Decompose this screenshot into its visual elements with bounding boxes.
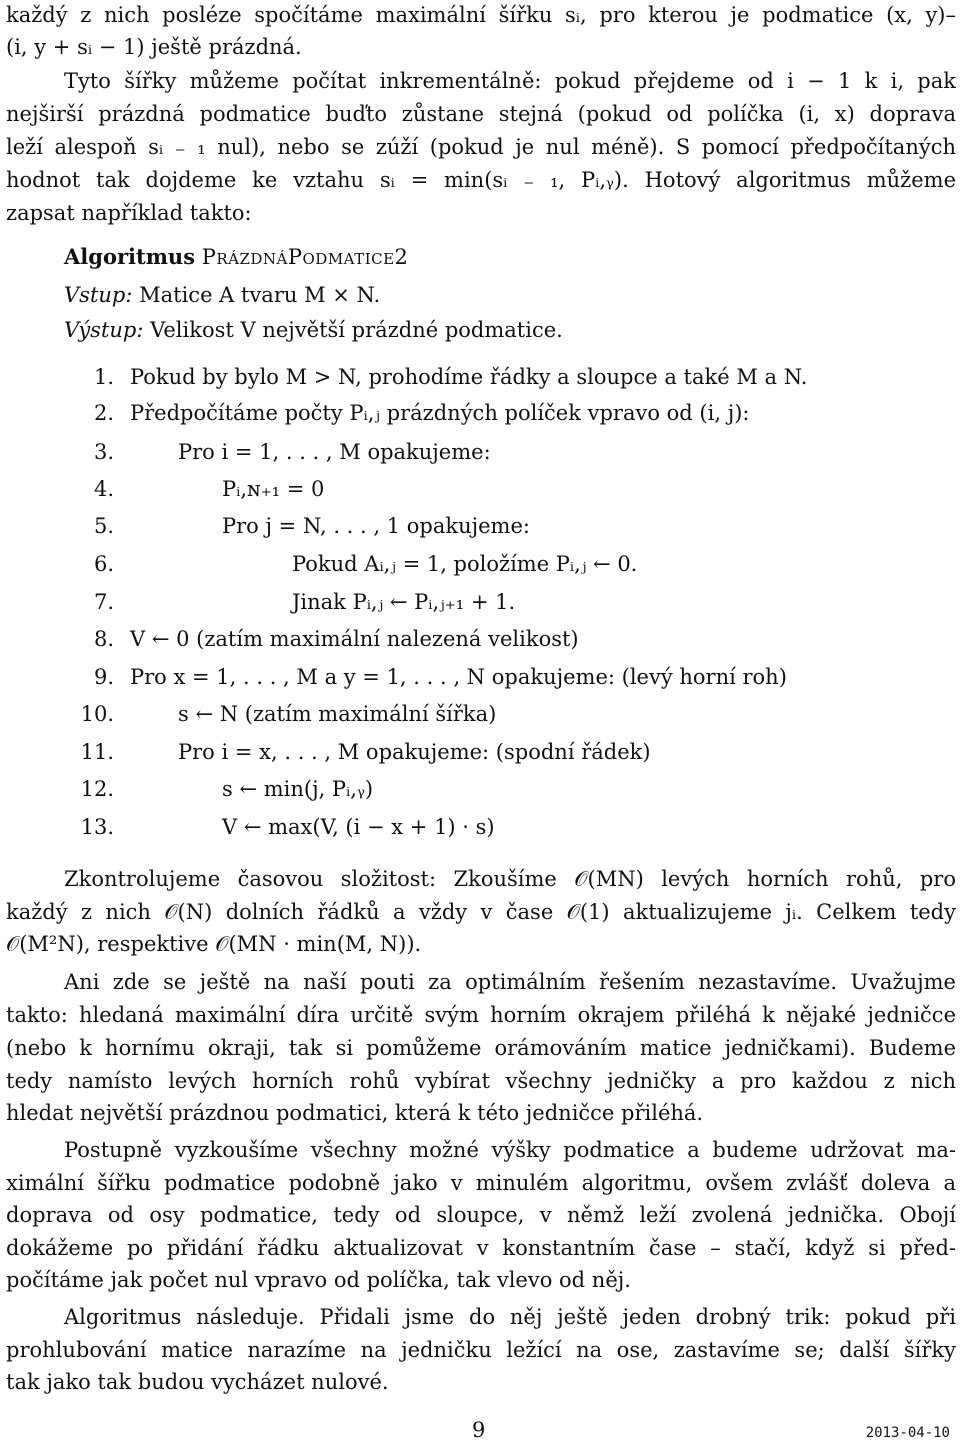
paragraph-line: prohlubování matice narazíme na jedničku ležící na ose, zastavíme se; další šířky bbox=[6, 1338, 956, 1362]
paragraph-line: počítáme jak počet nul vpravo od políčka, tak vlevo od něj. bbox=[6, 1268, 631, 1292]
step-number: 6. bbox=[93, 552, 114, 576]
step-number: 8. bbox=[93, 627, 114, 651]
step-number: 12. bbox=[80, 777, 114, 801]
step-text: Pokud by bylo M > N, prohodíme řádky a sloupce a také M a N. bbox=[130, 365, 808, 389]
output-text: Velikost V největší prázdné podmatice. bbox=[150, 318, 563, 342]
step-text: Pro j = N, . . . , 1 opakujeme: bbox=[222, 514, 530, 538]
document-page bbox=[6, 0, 956, 1450]
footer-date: 2013-04-10 bbox=[865, 1425, 950, 1441]
step-number: 11. bbox=[80, 740, 114, 764]
step-text: Pᵢ,ɴ₊₁ = 0 bbox=[222, 477, 325, 501]
step-number: 2. bbox=[93, 401, 114, 425]
paragraph-line: nejširší prázdná podmatice buďto zůstane stejná (pokud od políčka (i, x) doprava bbox=[6, 102, 956, 126]
step-text: Pro x = 1, . . . , M a y = 1, . . . , N opakujeme: (levý horní roh) bbox=[130, 665, 787, 689]
step-text: Pro i = x, . . . , M opakujeme: (spodní řádek) bbox=[178, 740, 651, 764]
paragraph-line: tedy namísto levých horních rohů vybírat všechny jedničky a pro každou z nich bbox=[6, 1069, 956, 1093]
page-number: 9 bbox=[472, 1418, 486, 1442]
algorithm-input bbox=[64, 278, 380, 312]
paragraph-line: Tyto šířky můžeme počítat inkrementálně: pokud přejdeme od i − 1 k i, pak bbox=[64, 69, 956, 93]
paragraph-line: každý z nich 𝒪(N) dolních řádků a vždy v čase 𝒪(1) aktualizujeme jᵢ. Celkem tedy bbox=[6, 900, 956, 924]
step-number: 4. bbox=[93, 477, 114, 501]
algorithm-name: PrázdnáPodmatice2 bbox=[201, 245, 409, 269]
paragraph-line: ximální šířku podmatice podobně jako v minulém algoritmu, ovšem zvlášť doleva a bbox=[6, 1171, 956, 1195]
step-number: 9. bbox=[93, 665, 114, 689]
paragraph-line: Ani zde se ještě na naší pouti za optimálním řešením nezastavíme. Uvažujme bbox=[64, 970, 956, 994]
output-label: Výstup: bbox=[64, 318, 144, 342]
step-number: 13. bbox=[80, 815, 114, 839]
paragraph-line: zapsat například takto: bbox=[6, 201, 252, 225]
paragraph-line: 𝒪(M²N), respektive 𝒪(MN · min(M, N)). bbox=[6, 932, 422, 956]
paragraph-line: Zkontrolujeme časovou složitost: Zkoušíme 𝒪(MN) levých horních rohů, pro bbox=[64, 867, 956, 891]
paragraph-line: hledat největší prázdnou podmatici, která k této jedničce přiléhá. bbox=[6, 1101, 704, 1125]
step-text: V ← max(V, (i − x + 1) · s) bbox=[222, 815, 495, 839]
step-number: 1. bbox=[93, 365, 114, 389]
step-text: V ← 0 (zatím maximální nalezená velikost) bbox=[130, 627, 579, 651]
paragraph-line: takto: hledaná maximální díra určitě svým horním okrajem přiléhá k nějaké jedničce bbox=[6, 1003, 956, 1027]
algorithm-title bbox=[64, 240, 408, 274]
paragraph-line: Postupně vyzkoušíme všechny možné výšky podmatice a budeme udržovat ma- bbox=[64, 1138, 956, 1162]
step-text: s ← min(j, Pᵢ,ᵧ) bbox=[222, 777, 374, 801]
step-text: s ← N (zatím maximální šířka) bbox=[178, 702, 497, 726]
step-number: 5. bbox=[93, 514, 114, 538]
step-number: 3. bbox=[93, 440, 114, 464]
paragraph-line: doprava od osy podmatice, tedy od sloupce, v němž leží zvolená jednička. Obojí bbox=[6, 1203, 956, 1227]
input-label: Vstup: bbox=[64, 283, 133, 307]
paragraph-line: dokážeme po přidání řádku aktualizovat v konstantním čase – stačí, když si před- bbox=[6, 1236, 956, 1260]
step-text: Pro i = 1, . . . , M opakujeme: bbox=[178, 440, 491, 464]
step-number: 10. bbox=[80, 702, 114, 726]
paragraph-line: (i, y + sᵢ − 1) ještě prázdná. bbox=[6, 35, 302, 59]
paragraph-line: tak jako tak budou vycházet nulové. bbox=[6, 1370, 389, 1394]
paragraph-line: hodnot tak dojdeme ke vztahu sᵢ = min(sᵢ ₋ ₁, Pᵢ,ᵧ). Hotový algoritmus můžeme bbox=[6, 168, 956, 192]
input-text: Matice A tvaru M × N. bbox=[139, 283, 381, 307]
step-number: 7. bbox=[93, 590, 114, 614]
paragraph-line: každý z nich posléze spočítáme maximální šířku sᵢ, pro kterou je podmatice (x, y)– bbox=[6, 3, 956, 27]
step-text: Pokud Aᵢ,ⱼ = 1, položíme Pᵢ,ⱼ ← 0. bbox=[292, 552, 638, 576]
step-text: Jinak Pᵢ,ⱼ ← Pᵢ,ⱼ₊₁ + 1. bbox=[292, 590, 516, 614]
algorithm-output bbox=[64, 313, 563, 347]
paragraph-line: Algoritmus následuje. Přidali jsme do něj ještě jeden drobný trik: pokud při bbox=[64, 1305, 956, 1329]
paragraph-line: (nebo k hornímu okraji, tak si pomůžeme orámováním matice jedničkami). Budeme bbox=[6, 1036, 956, 1060]
algorithm-keyword: Algoritmus bbox=[64, 244, 196, 269]
step-text: Předpočítáme počty Pᵢ,ⱼ prázdných políček vpravo od (i, j): bbox=[130, 401, 750, 425]
paragraph-line: leží alespoň sᵢ ₋ ₁ nul), nebo se zúží (pokud je nul méně). S pomocí předpočítaných bbox=[6, 135, 956, 159]
